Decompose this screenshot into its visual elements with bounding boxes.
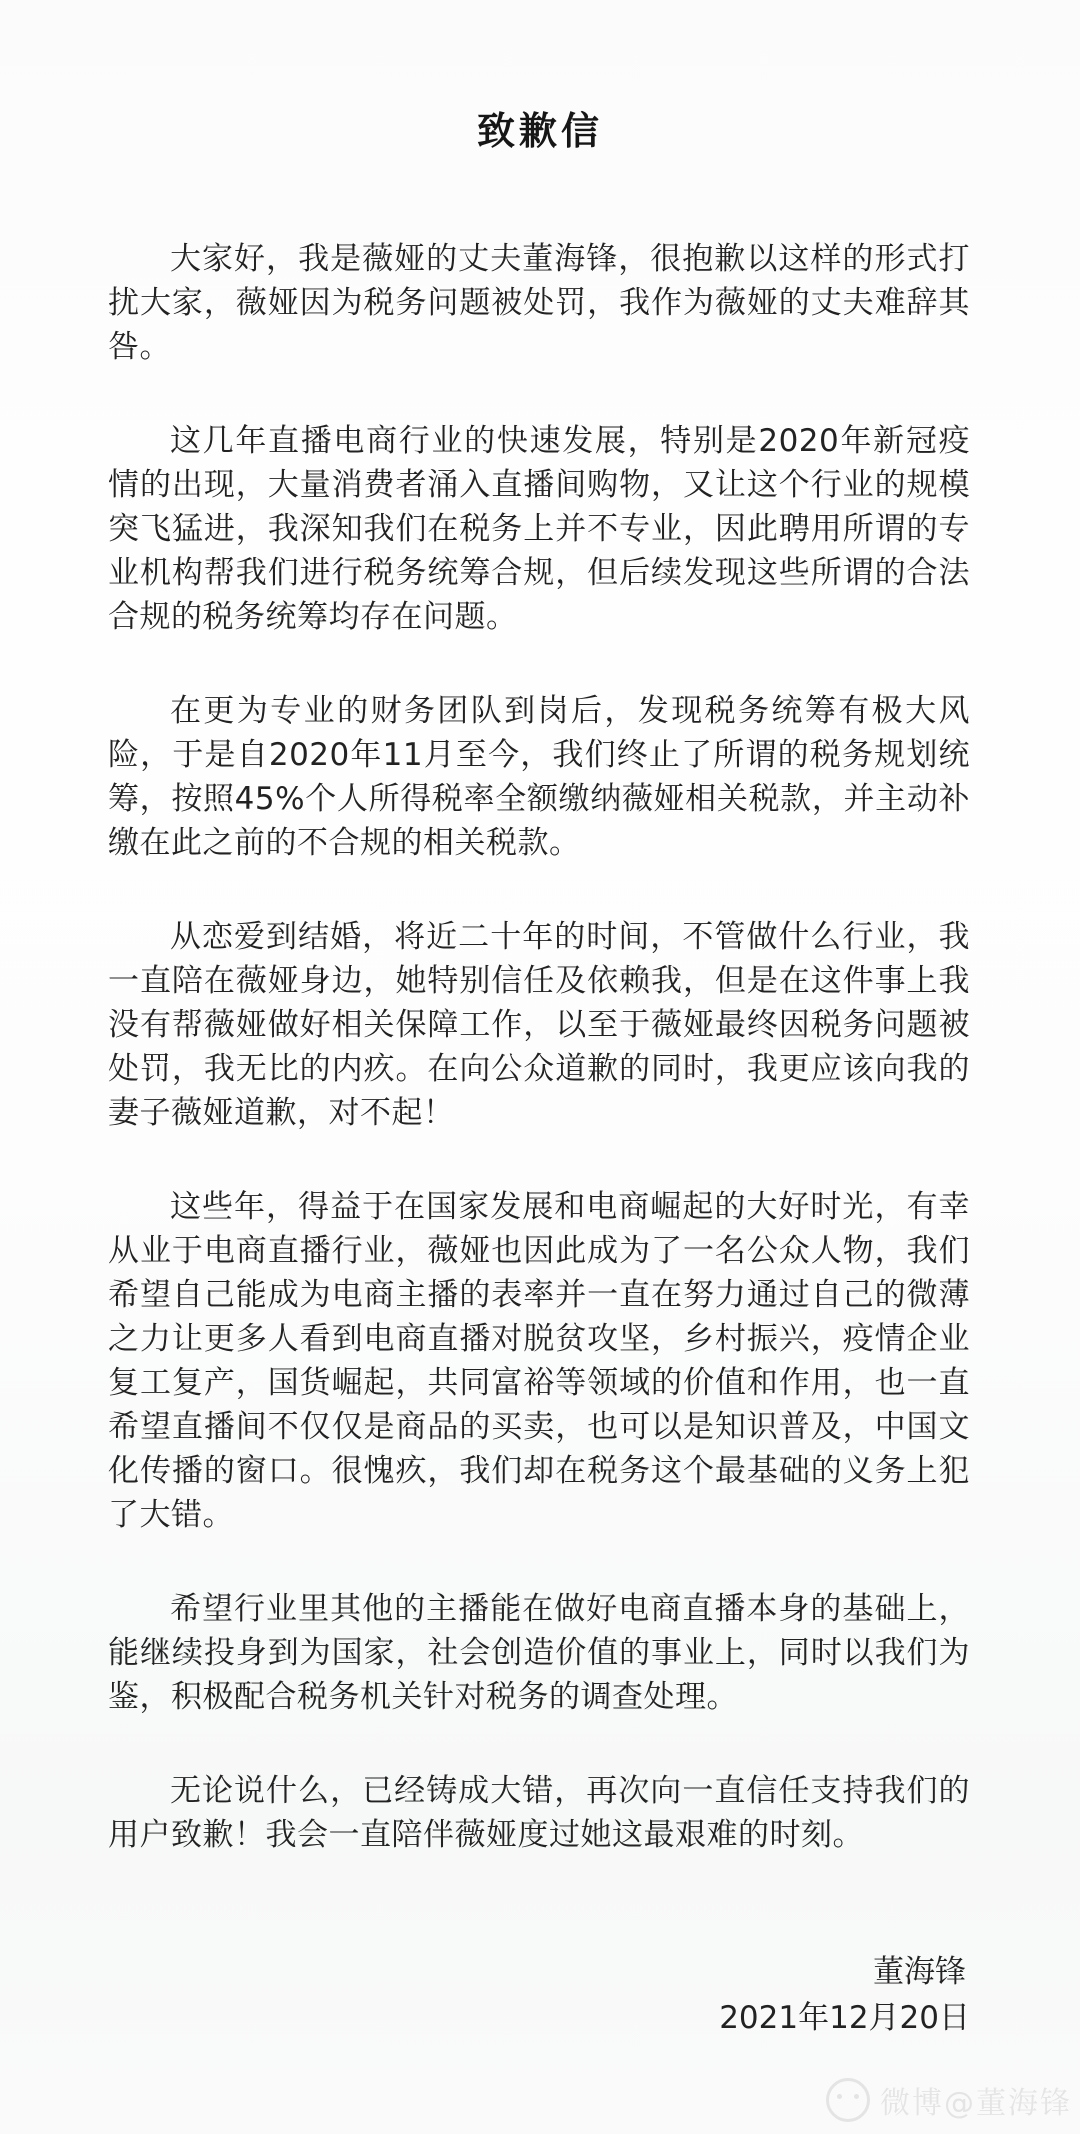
watermark-text: 微博@董海锋 — [880, 2086, 1072, 2121]
signature-name: 董海锋 — [873, 1954, 966, 1990]
letter-body — [0, 237, 1080, 1857]
letter-paragraph: 这几年直播电商行业的快速发展，特别是2020年新冠疫情的出现，大量消费者涌入直播间购物，又让这个行业的规模突飞猛进，我深知我们在税务上并不专业，因此聘用所谓的专业机构帮我们进行税务统筹合规，但后续发现这些所谓的合法合规的税务统筹均存在问题。 — [108, 423, 970, 635]
weibo-icon — [826, 2078, 870, 2122]
letter-paragraph: 从恋爱到结婚，将近二十年的时间，不管做什么行业，我一直陪在薇娅身边，她特别信任及依赖我，但是在这件事上我没有帮薇娅做好相关保障工作，以至于薇娅最终因税务问题被处罚，我无比的内疚。在向公众道歉的同时，我更应该向我的妻子薇娅道歉，对不起！ — [108, 919, 970, 1131]
letter-paragraph: 大家好，我是薇娅的丈夫董海锋，很抱歉以这样的形式打扰大家，薇娅因为税务问题被处罚，我作为薇娅的丈夫难辞其咎。 — [108, 241, 970, 365]
letter-paragraph: 希望行业里其他的主播能在做好电商直播本身的基础上，能继续投身到为国家，社会创造价值的事业上，同时以我们为鉴，积极配合税务机关针对税务的调查处理。 — [108, 1591, 970, 1715]
watermark — [826, 2078, 1072, 2122]
signature-block — [0, 1949, 970, 2041]
letter-paragraph: 在更为专业的财务团队到岗后，发现税务统筹有极大风险，于是自2020年11月至今，我们终止了所谓的税务规划统筹，按照45%个人所得税率全额缴纳薇娅相关税款，并主动补缴在此之前的不合规的相关税款。 — [108, 693, 970, 861]
letter-paragraph: 无论说什么，已经铸成大错，再次向一直信任支持我们的用户致歉！我会一直陪伴薇娅度过她这最艰难的时刻。 — [108, 1773, 970, 1853]
letter-paragraph: 这些年，得益于在国家发展和电商崛起的大好时光，有幸从业于电商直播行业，薇娅也因此成为了一名公众人物，我们希望自己能成为电商主播的表率并一直在努力通过自己的微薄之力让更多人看到电商直播对脱贫攻坚，乡村振兴，疫情企业复工复产，国货崛起，共同富裕等领域的价值和作用，也一直希望直播间不仅仅是商品的买卖，也可以是知识普及，中国文化传播的窗口。很愧疚，我们却在税务这个最基础的义务上犯了大错。 — [108, 1189, 970, 1533]
signature-date: 2021年12月20日 — [719, 2000, 970, 2036]
letter-title: 致歉信 — [476, 109, 603, 153]
